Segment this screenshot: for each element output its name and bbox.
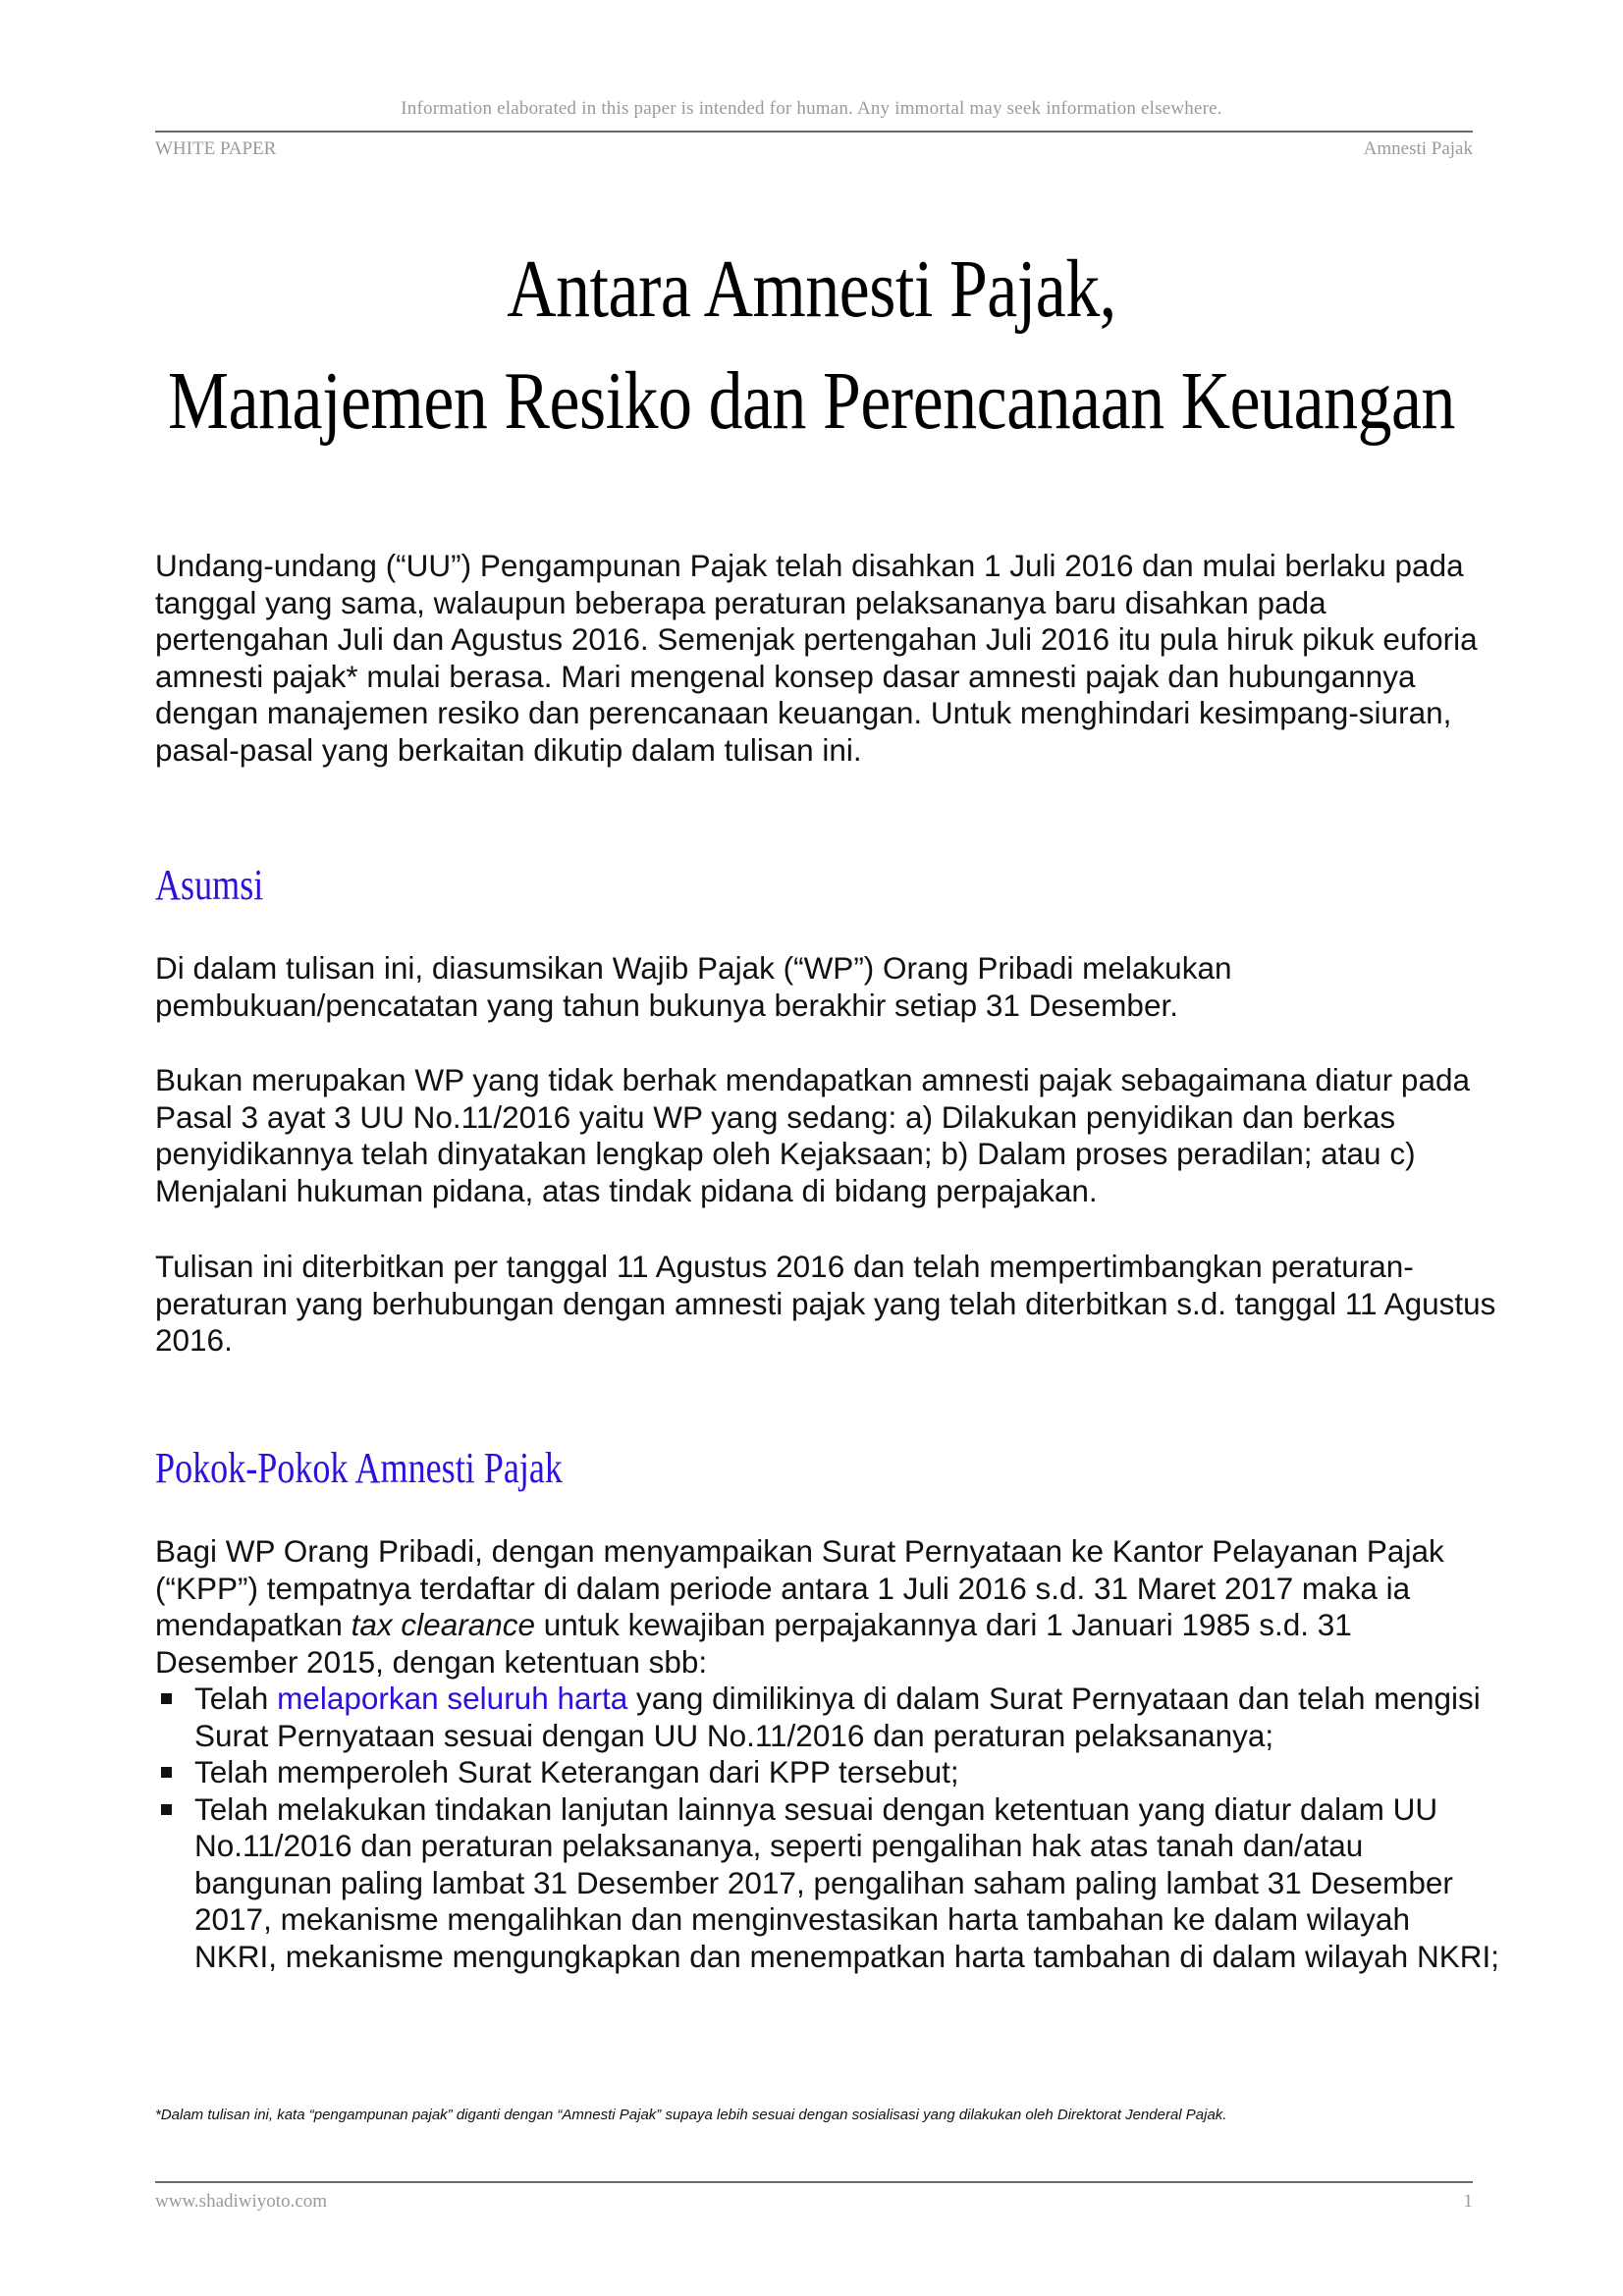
- pokok-p1-text: [155, 1533, 1500, 1681]
- pokok-p1-after: untuk kewajiban perpajakannya dari 1 Januari 1985 s.d. 31 Desember 2015, dengan ketentuan sbb:: [155, 1607, 1352, 1680]
- bullet2-text: Telah memperoleh Surat Keterangan dari KPP tersebut;: [194, 1754, 959, 1789]
- square-bullet-icon: [161, 1804, 172, 1815]
- section-heading-pokok: Pokok-Pokok Amnesti Pajak: [155, 1444, 563, 1492]
- pokok-p1-italic: tax clearance: [351, 1607, 536, 1642]
- asumsi-p1-text: Di dalam tulisan ini, diasumsikan Wajib Pajak (“WP”) Orang Pribadi melakukan pembukuan/pencatatan yang tahun bukunya berakhir setiap 31 Desember.: [155, 950, 1232, 1023]
- intro-paragraph: [155, 548, 1500, 769]
- requirements-list: [155, 1681, 1500, 1975]
- footnote: *Dalam tulisan ini, kata “pengampunan pajak” diganti dengan “Amnesti Pajak” supaya lebih sesuai dengan sosialisasi yang dilakukan oleh Direktorat Jenderal Pajak.: [155, 2107, 1227, 2123]
- bullet1-before: Telah: [194, 1681, 278, 1716]
- page-number: 1: [1463, 2191, 1473, 2212]
- asumsi-p2-text: Bukan merupakan WP yang tidak berhak mendapatkan amnesti pajak sebagaimana diatur pada Pasal 3 ayat 3 UU No.11/2016 yaitu WP yang sedang: a) Dilakukan penyidikan dan berkas penyidikannya telah dinyatakan lengkap oleh Kejaksaan; b) Dalam proses peradilan; atau c) Menjalani hukuman pidana, atas tindak pidana di bidang perpajakan.: [155, 1062, 1471, 1208]
- asumsi-p3-text: Tulisan ini diterbitkan per tanggal 11 Agustus 2016 dan telah mempertimbangkan peraturan-peraturan yang berhubungan dengan amnesti pajak yang telah diterbitkan s.d. tanggal 11 Agustus 2016.: [155, 1249, 1496, 1358]
- asumsi-paragraph-1: [155, 950, 1500, 1024]
- square-bullet-icon: [161, 1767, 172, 1778]
- header-divider: [155, 131, 1473, 133]
- footer-divider: [155, 2181, 1473, 2183]
- asumsi-paragraph-3: [155, 1249, 1500, 1360]
- section-heading-asumsi: Asumsi: [155, 861, 264, 909]
- asumsi-paragraph-2: [155, 1062, 1500, 1209]
- intro-text: Undang-undang (“UU”) Pengampunan Pajak telah disahkan 1 Juli 2016 dan mulai berlaku pada tanggal yang sama, walaupun beberapa peraturan pelaksananya baru disahkan pada pertengahan Juli dan Agustus 2016. Semenjak pertengahan Juli 2016 itu pula hiruk pikuk euforia amnesti pajak* mulai berasa. Mari mengenal konsep dasar amnesti pajak dan hubungannya dengan manajemen resiko dan perencanaan keuangan. Untuk menghindari kesimpang-siuran, pasal-pasal yang berkaitan dikutip dalam tulisan ini.: [155, 548, 1478, 768]
- title-line-1: Antara Amnesti Pajak,: [507, 243, 1116, 335]
- bullet3-text: Telah melakukan tindakan lanjutan lainnya sesuai dengan ketentuan yang diatur dalam UU No.11/2016 dan peraturan pelaksananya, seperti pengalihan hak atas tanah dan/atau bangunan paling lambat 31 Desember 2017, pengalihan saham paling lambat 31 Desember 2017, mekanisme mengalihkan dan menginvestasikan harta tambahan ke dalam wilayah NKRI, mekanisme mengungkapkan dan menempatkan harta tambahan di dalam wilayah NKRI;: [194, 1790, 1499, 1974]
- header-doc-type: WHITE PAPER: [155, 138, 277, 159]
- pokok-paragraph-1: [155, 1533, 1500, 1681]
- footer-website-link[interactable]: www.shadiwiyoto.com: [155, 2191, 328, 2212]
- pokok-p1-before: Bagi WP Orang Pribadi, dengan menyampaikan Surat Pernyataan ke Kantor Pelayanan Pajak (“KPP”) tempatnya terdaftar di dalam periode antara 1 Juli 2016 s.d. 31 Maret 2017 maka ia mendapatkan: [155, 1533, 1444, 1642]
- bullet1-after: yang dimilikinya di dalam Surat Pernyataan dan telah mengisi Surat Pernyataan sesuai dengan UU No.11/2016 dan peraturan pelaksananya;: [194, 1681, 1481, 1753]
- list-item: [155, 1791, 1500, 1976]
- document-title: [138, 234, 1486, 457]
- header-disclaimer: Information elaborated in this paper is intended for human. Any immortal may seek information elsewhere.: [401, 98, 1222, 119]
- list-item: [155, 1681, 1500, 1754]
- link-melaporkan-seluruh-harta[interactable]: melaporkan seluruh harta: [277, 1681, 628, 1716]
- title-line-2: Manajemen Resiko dan Perencanaan Keuangan: [167, 355, 1456, 447]
- square-bullet-icon: [161, 1693, 172, 1704]
- header-topic: Amnesti Pajak: [1363, 138, 1473, 159]
- list-item: [155, 1754, 1500, 1791]
